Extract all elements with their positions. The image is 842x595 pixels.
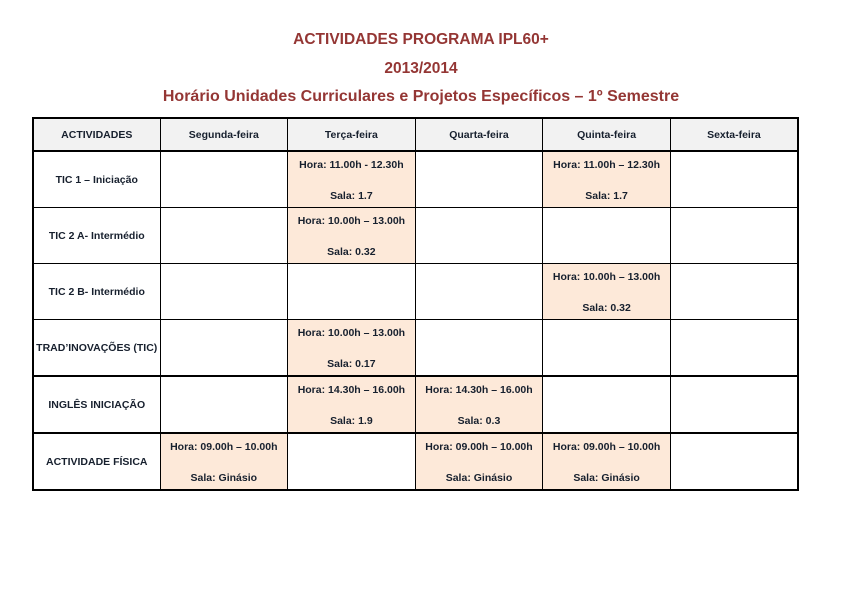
activity-name: TIC 1 – Iniciação	[33, 151, 160, 208]
session-slot	[543, 267, 670, 317]
schedule-cell-wednesday	[415, 320, 543, 377]
schedule-cell-friday	[670, 151, 798, 208]
schedule-cell-friday	[670, 208, 798, 264]
session-slot	[416, 437, 543, 487]
session-time: Hora: 09.00h – 10.00h	[425, 440, 533, 453]
table-row	[33, 433, 798, 490]
table-row	[33, 320, 798, 377]
schedule-cell-monday	[160, 264, 288, 320]
schedule-cell-wednesday	[415, 376, 543, 433]
header-row	[33, 118, 798, 151]
column-header-thursday: Quinta-feira	[543, 118, 671, 151]
schedule-cell-friday	[670, 320, 798, 377]
session-slot	[416, 380, 543, 430]
session-slot	[288, 155, 415, 205]
session-slot	[288, 211, 415, 261]
schedule-cell-thursday	[543, 433, 671, 490]
schedule-cell-thursday	[543, 208, 671, 264]
session-room: Sala: Ginásio	[445, 471, 513, 484]
schedule-cell-thursday	[543, 264, 671, 320]
column-header-tuesday: Terça-feira	[288, 118, 416, 151]
session-time: Hora: 11.00h – 12.30h	[553, 158, 660, 171]
session-room: Sala: 0.32	[582, 301, 631, 314]
activity-name: ACTIVIDADE FÍSICA	[33, 433, 160, 490]
session-room: Sala: 0.3	[457, 414, 501, 427]
session-slot	[288, 380, 415, 430]
session-slot	[543, 437, 670, 487]
session-time: Hora: 14.30h – 16.00h	[297, 383, 406, 396]
schedule-table	[32, 117, 799, 491]
table-row	[33, 376, 798, 433]
column-header-monday: Segunda-feira	[160, 118, 288, 151]
activity-name: TIC 2 B- Intermédio	[33, 264, 160, 320]
activity-name: INGLÊS INICIAÇÃO	[33, 376, 160, 433]
schedule-cell-monday	[160, 320, 288, 377]
schedule-body	[33, 151, 798, 490]
schedule-cell-tuesday	[288, 264, 416, 320]
document-title: ACTIVIDADES PROGRAMA IPL60+	[293, 31, 549, 48]
schedule-cell-tuesday	[288, 208, 416, 264]
column-header-wednesday: Quarta-feira	[415, 118, 543, 151]
schedule-cell-thursday	[543, 320, 671, 377]
activity-name: TRAD’INOVAÇÕES (TIC)	[33, 320, 160, 377]
schedule-cell-wednesday	[415, 151, 543, 208]
column-header-activities: ACTIVIDADES	[33, 118, 160, 151]
session-room: Sala: Ginásio	[573, 471, 640, 484]
schedule-cell-wednesday	[415, 264, 543, 320]
session-time: Hora: 14.30h – 16.00h	[425, 383, 533, 396]
schedule-cell-friday	[670, 264, 798, 320]
schedule-cell-monday	[160, 376, 288, 433]
session-room: Sala: 1.7	[330, 189, 373, 202]
session-time: Hora: 10.00h – 13.00h	[297, 214, 406, 227]
table-row	[33, 208, 798, 264]
column-header-friday: Sexta-feira	[670, 118, 798, 151]
schedule-cell-thursday	[543, 151, 671, 208]
activity-name: TIC 2 A- Intermédio	[33, 208, 160, 264]
schedule-cell-monday	[160, 433, 288, 490]
session-room: Sala: 0.32	[327, 245, 376, 258]
schedule-cell-wednesday	[415, 208, 543, 264]
session-time: Hora: 09.00h – 10.00h	[552, 440, 661, 453]
session-room: Sala: 0.17	[327, 357, 376, 370]
session-room: Sala: 1.9	[330, 414, 373, 427]
table-row	[33, 151, 798, 208]
session-slot	[543, 155, 670, 205]
schedule-cell-tuesday	[288, 433, 416, 490]
schedule-cell-friday	[670, 433, 798, 490]
session-time: Hora: 09.00h – 10.00h	[170, 440, 278, 453]
schedule-cell-tuesday	[288, 320, 416, 377]
session-room: Sala: Ginásio	[190, 471, 258, 484]
session-time: Hora: 10.00h – 13.00h	[297, 326, 406, 339]
schedule-cell-tuesday	[288, 151, 416, 208]
session-time: Hora: 10.00h – 13.00h	[552, 270, 661, 283]
session-slot	[161, 437, 288, 487]
session-slot	[288, 323, 415, 373]
schedule-cell-monday	[160, 208, 288, 264]
session-time: Hora: 11.00h - 12.30h	[299, 158, 404, 171]
document-subtitle: Horário Unidades Curriculares e Projetos Específicos – 1º Semestre	[162, 88, 680, 105]
schedule-cell-friday	[670, 376, 798, 433]
schedule-cell-tuesday	[288, 376, 416, 433]
schedule-cell-thursday	[543, 376, 671, 433]
session-room: Sala: 1.7	[585, 189, 628, 202]
table-row	[33, 264, 798, 320]
academic-year: 2013/2014	[384, 60, 458, 77]
schedule-cell-wednesday	[415, 433, 543, 490]
schedule-cell-monday	[160, 151, 288, 208]
